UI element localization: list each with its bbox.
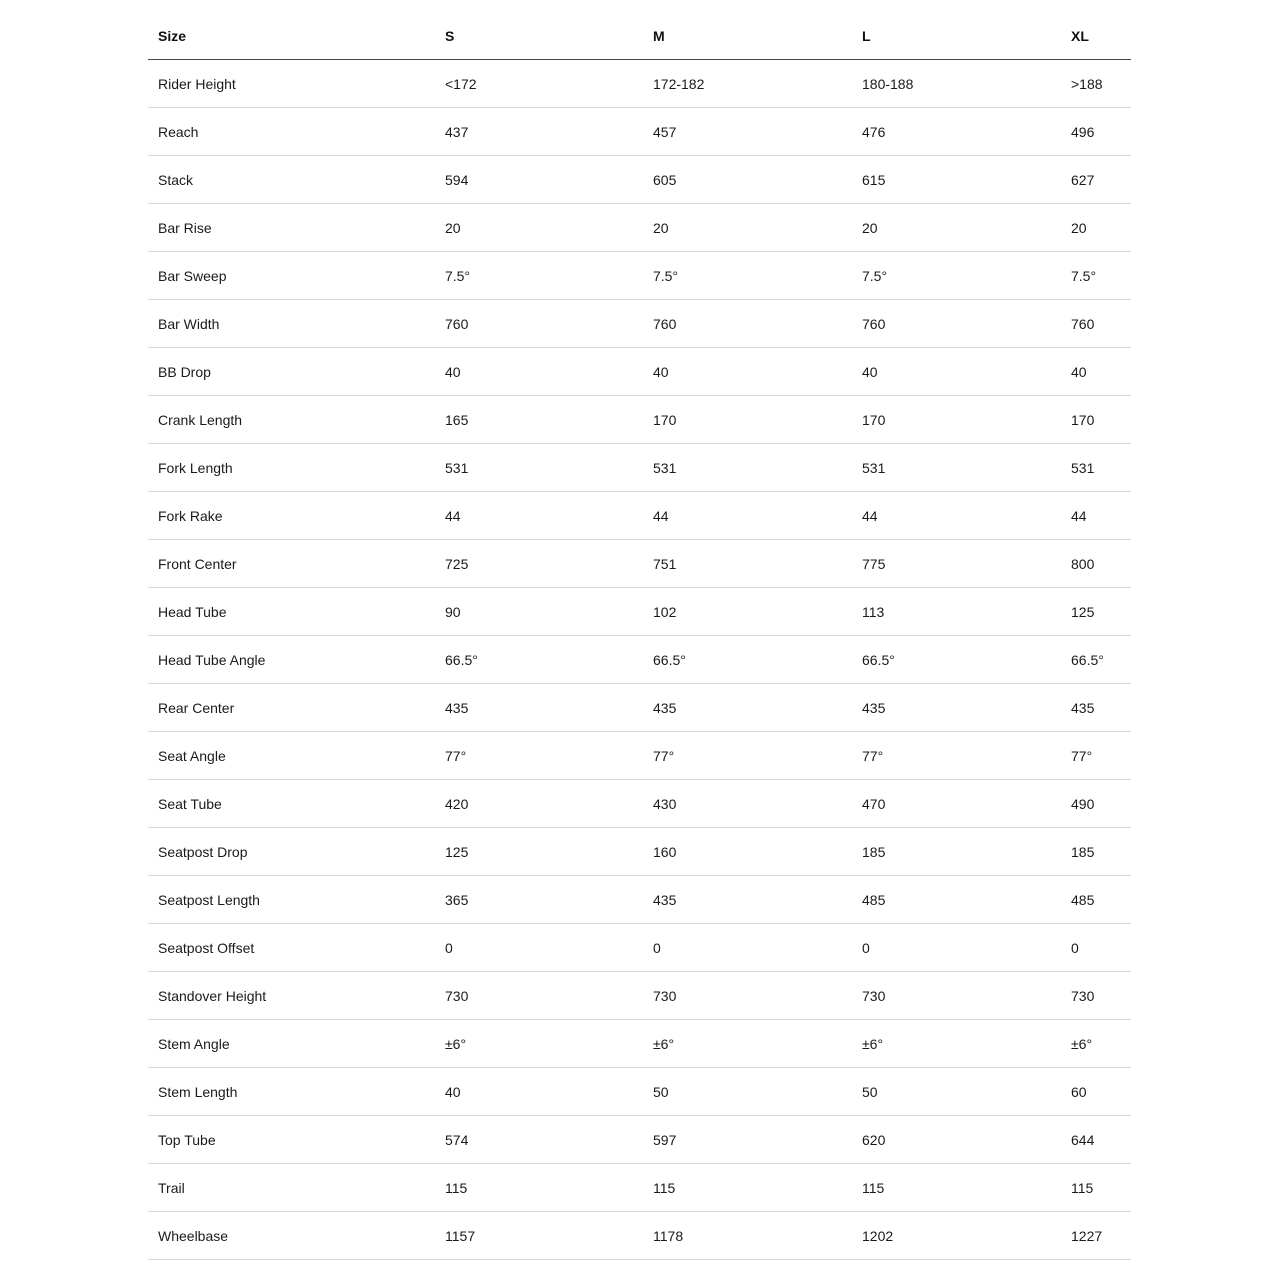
table-row [148,540,1131,588]
value-s: 125 [435,828,643,876]
value-m: 44 [643,492,852,540]
value-m: 20 [643,204,852,252]
header-s: S [435,12,643,60]
value-xl: 531 [1061,444,1131,492]
value-s: 725 [435,540,643,588]
value-s: 531 [435,444,643,492]
value-m: 531 [643,444,852,492]
value-s: 165 [435,396,643,444]
row-label: Seatpost Length [148,876,435,924]
value-m: 597 [643,1116,852,1164]
value-m: 760 [643,300,852,348]
geometry-table-header [148,12,1131,60]
value-m: 457 [643,108,852,156]
value-s: 435 [435,684,643,732]
value-m: 172-182 [643,60,852,108]
value-s: <172 [435,60,643,108]
row-label: Seat Angle [148,732,435,780]
value-m: 435 [643,684,852,732]
table-row [148,588,1131,636]
value-s: 365 [435,876,643,924]
value-l: 44 [852,492,1061,540]
value-xl: 644 [1061,1116,1131,1164]
row-label: Seatpost Offset [148,924,435,972]
row-label: Seatpost Drop [148,828,435,876]
table-row [148,204,1131,252]
row-label: Top Tube [148,1116,435,1164]
value-l: 470 [852,780,1061,828]
value-s: ±6° [435,1020,643,1068]
table-row [148,252,1131,300]
value-l: 115 [852,1164,1061,1212]
value-xl: 125 [1061,588,1131,636]
value-s: 44 [435,492,643,540]
value-m: 66.5° [643,636,852,684]
table-row [148,1116,1131,1164]
value-xl: 435 [1061,684,1131,732]
value-m: 1178 [643,1212,852,1260]
table-row [148,108,1131,156]
header-size: Size [148,12,435,60]
value-xl: 496 [1061,108,1131,156]
table-row [148,972,1131,1020]
value-s: 115 [435,1164,643,1212]
value-s: 40 [435,1068,643,1116]
value-xl: 44 [1061,492,1131,540]
value-s: 437 [435,108,643,156]
header-xl: XL [1061,12,1131,60]
value-l: ±6° [852,1020,1061,1068]
row-label: Bar Rise [148,204,435,252]
row-label: Rider Height [148,60,435,108]
row-label: Bar Width [148,300,435,348]
value-s: 77° [435,732,643,780]
row-label: Standover Height [148,972,435,1020]
value-xl: 60 [1061,1068,1131,1116]
value-l: 113 [852,588,1061,636]
table-row [148,1020,1131,1068]
table-row [148,156,1131,204]
value-s: 420 [435,780,643,828]
row-label: Stack [148,156,435,204]
value-m: 170 [643,396,852,444]
value-m: 40 [643,348,852,396]
value-l: 40 [852,348,1061,396]
value-xl: 0 [1061,924,1131,972]
value-l: 7.5° [852,252,1061,300]
value-s: 20 [435,204,643,252]
value-xl: 490 [1061,780,1131,828]
value-l: 775 [852,540,1061,588]
value-m: 751 [643,540,852,588]
value-xl: 20 [1061,204,1131,252]
value-l: 50 [852,1068,1061,1116]
value-l: 620 [852,1116,1061,1164]
value-xl: 170 [1061,396,1131,444]
value-xl: 760 [1061,300,1131,348]
value-s: 7.5° [435,252,643,300]
geometry-table-body [148,60,1131,1260]
row-label: Head Tube [148,588,435,636]
table-row [148,732,1131,780]
value-l: 170 [852,396,1061,444]
value-m: 7.5° [643,252,852,300]
row-label: Stem Length [148,1068,435,1116]
value-s: 574 [435,1116,643,1164]
row-label: Reach [148,108,435,156]
value-l: 476 [852,108,1061,156]
value-xl: 115 [1061,1164,1131,1212]
table-row [148,348,1131,396]
value-m: 50 [643,1068,852,1116]
value-xl: 730 [1061,972,1131,1020]
value-s: 594 [435,156,643,204]
value-l: 20 [852,204,1061,252]
header-m: M [643,12,852,60]
value-l: 1202 [852,1212,1061,1260]
value-xl: >188 [1061,60,1131,108]
row-label: Rear Center [148,684,435,732]
value-xl: 7.5° [1061,252,1131,300]
row-label: Wheelbase [148,1212,435,1260]
value-l: 435 [852,684,1061,732]
row-label: Fork Length [148,444,435,492]
value-s: 730 [435,972,643,1020]
value-m: 730 [643,972,852,1020]
value-l: 185 [852,828,1061,876]
value-s: 66.5° [435,636,643,684]
row-label: Seat Tube [148,780,435,828]
table-row [148,924,1131,972]
table-row [148,780,1131,828]
row-label: Bar Sweep [148,252,435,300]
value-l: 0 [852,924,1061,972]
value-xl: 40 [1061,348,1131,396]
value-xl: 77° [1061,732,1131,780]
value-m: ±6° [643,1020,852,1068]
value-l: 66.5° [852,636,1061,684]
value-xl: 485 [1061,876,1131,924]
table-row [148,1164,1131,1212]
value-xl: 185 [1061,828,1131,876]
row-label: BB Drop [148,348,435,396]
value-xl: 627 [1061,156,1131,204]
value-l: 730 [852,972,1061,1020]
value-m: 102 [643,588,852,636]
value-m: 160 [643,828,852,876]
value-m: 435 [643,876,852,924]
value-s: 0 [435,924,643,972]
value-m: 115 [643,1164,852,1212]
value-l: 760 [852,300,1061,348]
value-xl: 1227 [1061,1212,1131,1260]
header-l: L [852,12,1061,60]
table-row [148,684,1131,732]
row-label: Crank Length [148,396,435,444]
table-row [148,60,1131,108]
value-s: 760 [435,300,643,348]
table-row [148,492,1131,540]
row-label: Head Tube Angle [148,636,435,684]
value-m: 77° [643,732,852,780]
value-l: 615 [852,156,1061,204]
value-l: 485 [852,876,1061,924]
value-m: 605 [643,156,852,204]
table-row [148,636,1131,684]
row-label: Fork Rake [148,492,435,540]
value-s: 40 [435,348,643,396]
value-l: 77° [852,732,1061,780]
header-row [148,12,1131,60]
table-row [148,396,1131,444]
table-row [148,444,1131,492]
value-xl: ±6° [1061,1020,1131,1068]
value-m: 0 [643,924,852,972]
table-row [148,1068,1131,1116]
value-xl: 800 [1061,540,1131,588]
value-l: 531 [852,444,1061,492]
row-label: Trail [148,1164,435,1212]
table-row [148,876,1131,924]
row-label: Front Center [148,540,435,588]
value-s: 90 [435,588,643,636]
row-label: Stem Angle [148,1020,435,1068]
table-row [148,300,1131,348]
value-xl: 66.5° [1061,636,1131,684]
value-s: 1157 [435,1212,643,1260]
value-l: 180-188 [852,60,1061,108]
table-row [148,828,1131,876]
geometry-table [148,12,1131,1260]
table-row [148,1212,1131,1260]
value-m: 430 [643,780,852,828]
